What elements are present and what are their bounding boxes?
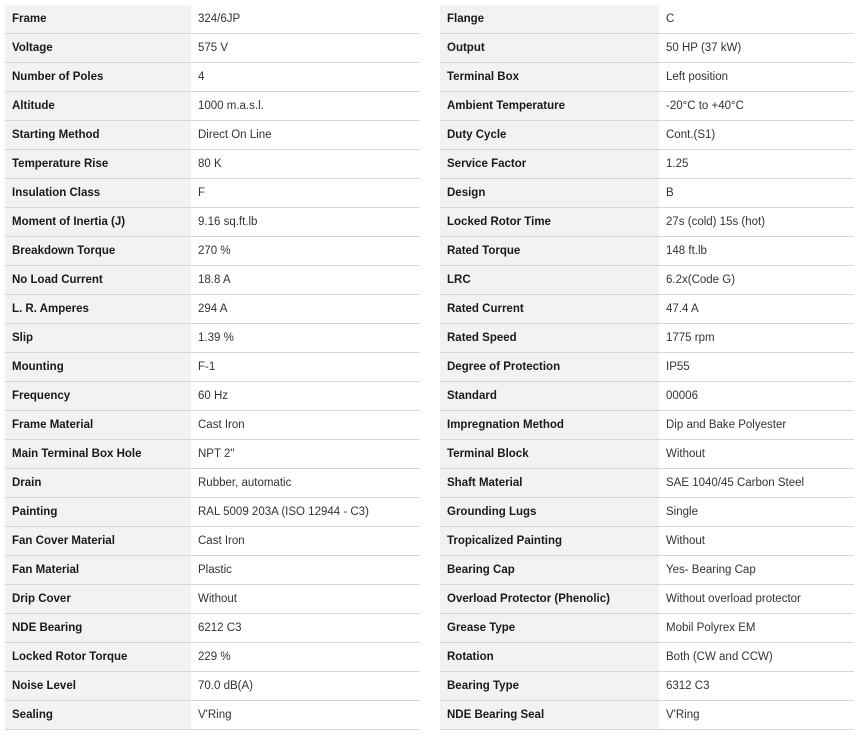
spec-value: 148 ft.lb [659, 237, 854, 265]
spec-row [440, 440, 854, 469]
spec-label: Flange [440, 5, 659, 33]
spec-row [5, 411, 419, 440]
spec-label: Bearing Cap [440, 556, 659, 584]
spec-value: Without [191, 585, 419, 613]
spec-label: Number of Poles [5, 63, 191, 91]
spec-value: 00006 [659, 382, 854, 410]
spec-value: 27s (cold) 15s (hot) [659, 208, 854, 236]
spec-row [440, 469, 854, 498]
spec-label: Shaft Material [440, 469, 659, 497]
spec-label: Altitude [5, 92, 191, 120]
spec-label: Impregnation Method [440, 411, 659, 439]
spec-row [440, 701, 854, 730]
spec-row [5, 643, 419, 672]
spec-row [440, 556, 854, 585]
spec-row [440, 179, 854, 208]
spec-label: Standard [440, 382, 659, 410]
spec-label: NDE Bearing Seal [440, 701, 659, 729]
spec-label: Ambient Temperature [440, 92, 659, 120]
spec-row [5, 527, 419, 556]
spec-value: Cont.(S1) [659, 121, 854, 149]
spec-row [440, 382, 854, 411]
spec-value: 229 % [191, 643, 419, 671]
spec-label: Frame Material [5, 411, 191, 439]
spec-row [5, 295, 419, 324]
spec-row [5, 324, 419, 353]
spec-label: Output [440, 34, 659, 62]
spec-row [5, 92, 419, 121]
spec-value: Without [659, 440, 854, 468]
spec-row [5, 150, 419, 179]
spec-value: RAL 5009 203A (ISO 12944 - C3) [191, 498, 419, 526]
spec-row [440, 5, 854, 34]
spec-label: Rated Speed [440, 324, 659, 352]
spec-label: Starting Method [5, 121, 191, 149]
spec-label: Insulation Class [5, 179, 191, 207]
spec-label: Locked Rotor Torque [5, 643, 191, 671]
spec-label: Bearing Type [440, 672, 659, 700]
spec-row [5, 34, 419, 63]
spec-value: 4 [191, 63, 419, 91]
spec-value: 70.0 dB(A) [191, 672, 419, 700]
spec-row [440, 266, 854, 295]
spec-row [440, 295, 854, 324]
spec-row [5, 498, 419, 527]
spec-row [5, 585, 419, 614]
spec-row [5, 121, 419, 150]
spec-row [5, 382, 419, 411]
spec-label: Frame [5, 5, 191, 33]
spec-row [5, 179, 419, 208]
spec-label: Moment of Inertia (J) [5, 208, 191, 236]
spec-value: 60 Hz [191, 382, 419, 410]
spec-row [5, 353, 419, 382]
spec-row [5, 208, 419, 237]
spec-label: Overload Protector (Phenolic) [440, 585, 659, 613]
spec-label: LRC [440, 266, 659, 294]
spec-row [440, 672, 854, 701]
spec-value: 6.2x(Code G) [659, 266, 854, 294]
spec-value: Cast Iron [191, 411, 419, 439]
spec-value: 9.16 sq.ft.lb [191, 208, 419, 236]
spec-label: Breakdown Torque [5, 237, 191, 265]
spec-label: Grounding Lugs [440, 498, 659, 526]
spec-label: Design [440, 179, 659, 207]
spec-row [5, 237, 419, 266]
spec-label: Slip [5, 324, 191, 352]
spec-value: Without overload protector [659, 585, 854, 613]
spec-value: Direct On Line [191, 121, 419, 149]
spec-value: 50 HP (37 kW) [659, 34, 854, 62]
spec-label: Rated Torque [440, 237, 659, 265]
spec-value: F [191, 179, 419, 207]
spec-row [440, 643, 854, 672]
spec-row [440, 498, 854, 527]
spec-value: Plastic [191, 556, 419, 584]
spec-value: 575 V [191, 34, 419, 62]
spec-value: Single [659, 498, 854, 526]
spec-value: 1775 rpm [659, 324, 854, 352]
spec-value: 6312 C3 [659, 672, 854, 700]
spec-label: Degree of Protection [440, 353, 659, 381]
spec-value: 1.39 % [191, 324, 419, 352]
spec-label: Rotation [440, 643, 659, 671]
spec-value: 270 % [191, 237, 419, 265]
spec-row [440, 150, 854, 179]
spec-row [440, 411, 854, 440]
spec-label: Drain [5, 469, 191, 497]
spec-row [5, 440, 419, 469]
spec-value: B [659, 179, 854, 207]
spec-value: -20°C to +40°C [659, 92, 854, 120]
specs-left-column [5, 5, 419, 730]
spec-value: Cast Iron [191, 527, 419, 555]
specs-right-column [440, 5, 854, 730]
spec-label: Tropicalized Painting [440, 527, 659, 555]
spec-value: 1000 m.a.s.l. [191, 92, 419, 120]
spec-value: F-1 [191, 353, 419, 381]
spec-row [440, 614, 854, 643]
spec-label: NDE Bearing [5, 614, 191, 642]
spec-label: Fan Cover Material [5, 527, 191, 555]
spec-value: Yes- Bearing Cap [659, 556, 854, 584]
spec-row [440, 527, 854, 556]
spec-row [5, 556, 419, 585]
spec-value: Rubber, automatic [191, 469, 419, 497]
spec-label: Fan Material [5, 556, 191, 584]
spec-label: Terminal Block [440, 440, 659, 468]
spec-label: Drip Cover [5, 585, 191, 613]
spec-row [440, 353, 854, 382]
spec-label: Main Terminal Box Hole [5, 440, 191, 468]
spec-row [440, 121, 854, 150]
spec-value: SAE 1040/45 Carbon Steel [659, 469, 854, 497]
spec-label: Noise Level [5, 672, 191, 700]
spec-label: Rated Current [440, 295, 659, 323]
spec-value: 80 K [191, 150, 419, 178]
spec-label: Sealing [5, 701, 191, 729]
spec-row [5, 63, 419, 92]
spec-row [440, 63, 854, 92]
spec-value: 1.25 [659, 150, 854, 178]
spec-value: V'Ring [191, 701, 419, 729]
spec-label: Locked Rotor Time [440, 208, 659, 236]
spec-row [440, 237, 854, 266]
spec-value: 324/6JP [191, 5, 419, 33]
spec-row [440, 324, 854, 353]
spec-row [5, 469, 419, 498]
spec-label: Frequency [5, 382, 191, 410]
spec-label: Duty Cycle [440, 121, 659, 149]
spec-value: IP55 [659, 353, 854, 381]
spec-label: Temperature Rise [5, 150, 191, 178]
spec-label: Service Factor [440, 150, 659, 178]
spec-value: NPT 2" [191, 440, 419, 468]
spec-row [5, 672, 419, 701]
spec-label: Grease Type [440, 614, 659, 642]
spec-value: 294 A [191, 295, 419, 323]
spec-row [5, 266, 419, 295]
spec-row [440, 585, 854, 614]
spec-row [440, 34, 854, 63]
spec-value: Left position [659, 63, 854, 91]
spec-value: Mobil Polyrex EM [659, 614, 854, 642]
spec-row [440, 208, 854, 237]
spec-value: Without [659, 527, 854, 555]
spec-row [5, 5, 419, 34]
spec-row [5, 614, 419, 643]
spec-row [440, 92, 854, 121]
spec-label: Voltage [5, 34, 191, 62]
spec-row [5, 701, 419, 730]
spec-label: No Load Current [5, 266, 191, 294]
spec-label: Terminal Box [440, 63, 659, 91]
spec-label: Painting [5, 498, 191, 526]
spec-label: L. R. Amperes [5, 295, 191, 323]
spec-value: V'Ring [659, 701, 854, 729]
spec-label: Mounting [5, 353, 191, 381]
spec-value: C [659, 5, 854, 33]
spec-value: 47.4 A [659, 295, 854, 323]
spec-value: 6212 C3 [191, 614, 419, 642]
spec-value: Both (CW and CCW) [659, 643, 854, 671]
spec-value: Dip and Bake Polyester [659, 411, 854, 439]
spec-value: 18.8 A [191, 266, 419, 294]
